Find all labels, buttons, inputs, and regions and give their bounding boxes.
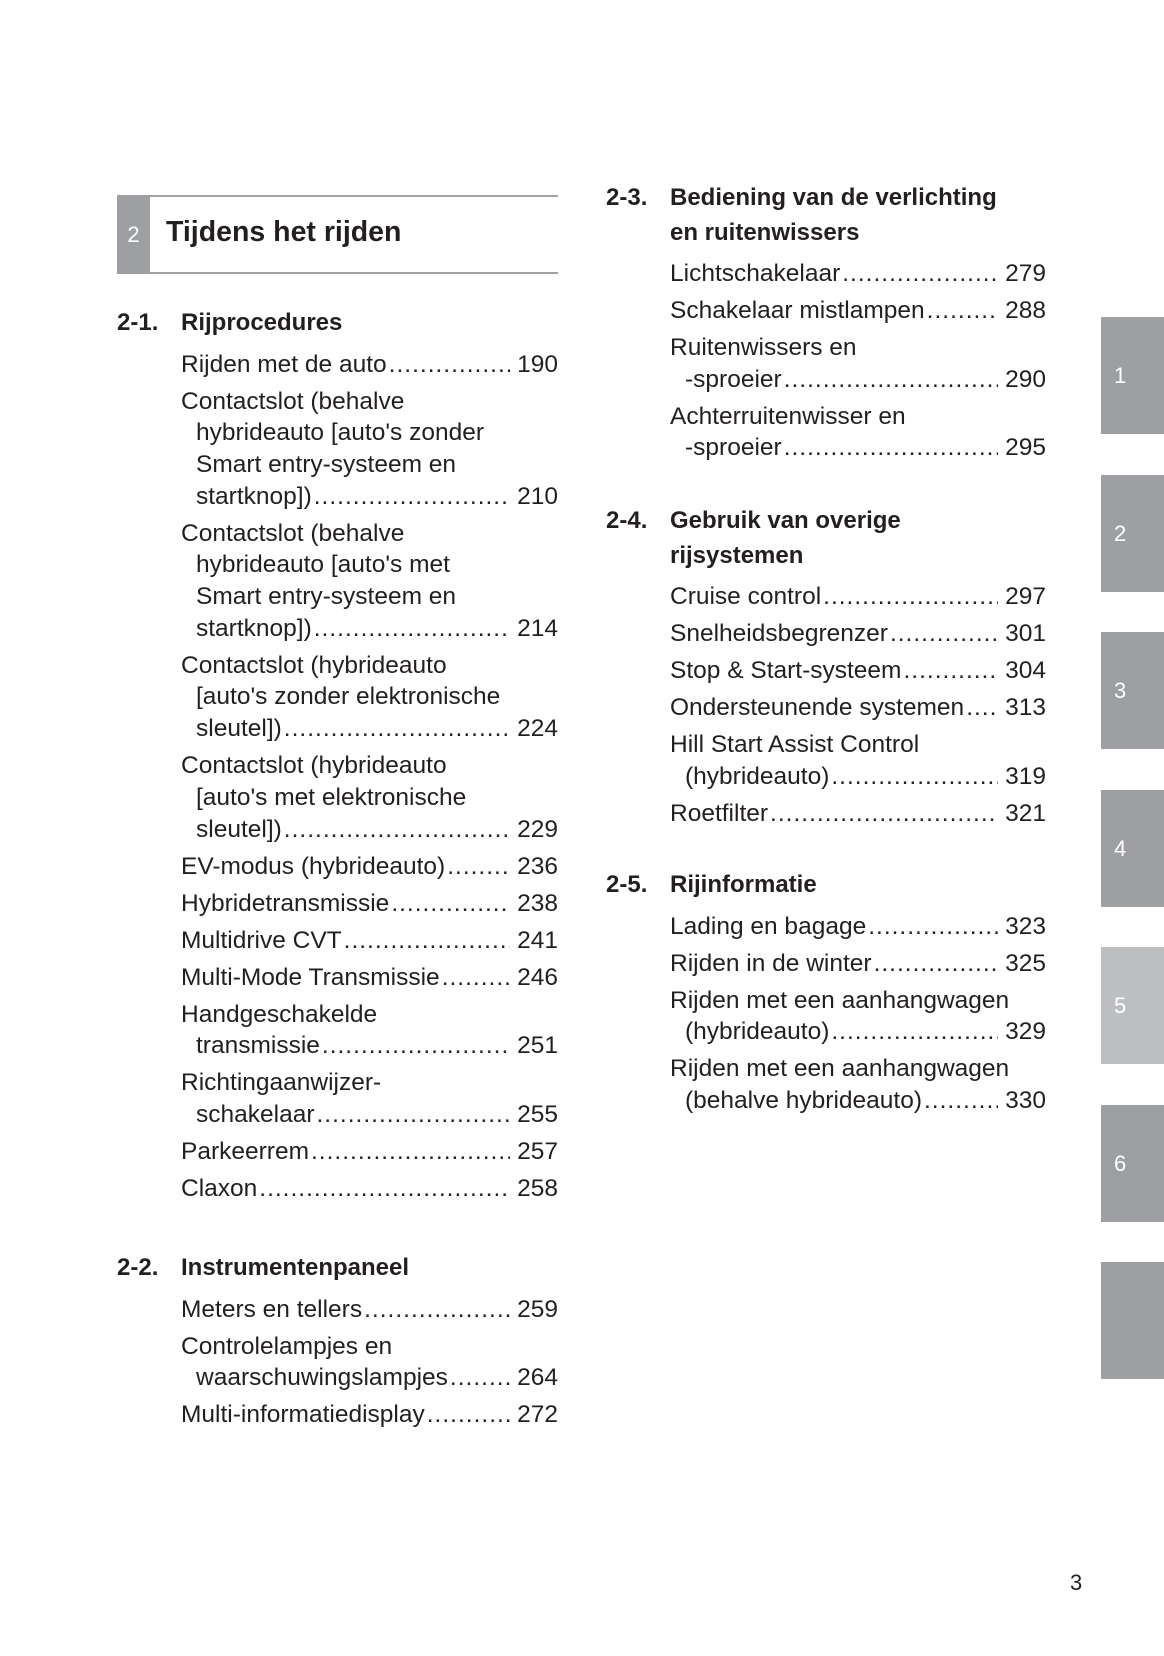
dot-leader [450,1362,510,1394]
page-reference[interactable]: 304 [1005,657,1046,684]
toc-entry-text: Richtingaanwijzer- [181,1069,382,1097]
page-reference[interactable]: 190 [517,350,558,378]
page-reference[interactable]: 241 [517,926,558,954]
dot-leader [784,364,998,396]
page-reference[interactable]: 229 [517,815,558,843]
toc-entry-last-line [670,655,1046,687]
toc-entry-text: Stop & Start-systeem [670,657,902,684]
toc-entry-text: transmissie [196,1032,320,1060]
toc-entry[interactable] [181,1331,558,1394]
toc-entry-last-line [181,925,558,957]
toc-entry-text: Multidrive CVT [181,926,342,954]
chapter-header [117,195,558,274]
toc-entry-text: Lichtschakelaar [670,260,841,287]
toc-entry-text: (hybrideauto) [685,1018,830,1046]
page-reference[interactable]: 255 [517,1100,558,1128]
chapter-number: 2 [117,195,150,274]
toc-entry[interactable] [670,332,1046,395]
toc-entry-text: (behalve hybrideauto) [685,1086,922,1114]
page-reference[interactable]: 297 [1005,583,1046,610]
toc-entry-text: Ruitenwissers en [670,334,857,361]
toc-entry-text: startknop]) [196,482,312,510]
toc-entry-text: Multi-informatiedisplay [181,1401,425,1429]
dot-leader [823,581,998,613]
dot-leader [284,713,510,745]
toc-entry-text: Ondersteunende systemen [670,694,965,721]
toc-entry[interactable] [181,1173,558,1205]
toc-entry-text: [auto's zonder elektronische [196,683,501,711]
dot-leader [966,692,998,724]
toc-entry-text: Contactslot (behalve [181,387,405,415]
toc-entry-last-line [181,349,558,381]
toc-entry[interactable] [670,1053,1046,1116]
section-number: 2-2. [117,1254,159,1281]
section-title-line: rijsystemen [670,541,804,569]
toc-entry-text: EV-modus (hybrideauto) [181,852,446,880]
toc-entry[interactable] [670,911,1046,943]
toc-entry[interactable] [670,258,1046,290]
toc-entry-text: -sproeier [685,365,782,393]
toc-entry-text: (hybrideauto) [685,762,830,790]
page-reference[interactable]: 257 [517,1137,558,1165]
section-title [670,868,817,903]
toc-entry-text: Claxon [181,1174,258,1202]
toc-entry[interactable] [181,888,558,920]
toc-entry-text: Hybridetransmissie [181,889,390,917]
toc-entry-last-line [670,692,1046,724]
toc-entry-text: Rijden met een aanhangwagen [670,986,1010,1014]
toc-entry-text: Smart entry-systeem en [196,450,457,478]
page-reference[interactable]: 279 [1005,260,1046,287]
page-reference[interactable]: 323 [1005,912,1046,940]
chapter-tab-1[interactable]: 1 [1101,317,1164,434]
dot-leader [314,613,510,645]
toc-entry-text: Multi-Mode Transmissie [181,963,440,991]
dot-leader [890,618,998,650]
dot-leader [259,1173,510,1205]
section-title [670,181,997,250]
toc-entry-text: Hill Start Assist Control [670,731,920,758]
toc-entry-last-line [181,888,558,920]
dot-leader [874,948,998,980]
dot-leader [284,814,510,846]
section-title [181,306,342,341]
page-reference[interactable]: 288 [1005,297,1046,324]
toc-entry[interactable] [670,798,1046,830]
toc-entry-last-line [181,1173,558,1205]
toc-entry[interactable] [181,999,558,1062]
section-heading [117,306,558,341]
toc-entry-last-line [181,1099,558,1131]
toc-entry[interactable] [181,851,558,883]
section-number: 2-3. [606,184,648,211]
toc-entry-text: Rijden met een aanhangwagen [670,1055,1010,1083]
page-reference[interactable]: 272 [517,1401,558,1429]
section-entries [606,581,1046,829]
toc-entry-text: Schakelaar mistlampen [670,297,925,324]
toc-section [606,504,1046,829]
toc-entry-last-line [670,1016,1046,1048]
dot-leader [311,1136,510,1168]
toc-entry-last-line [670,618,1046,650]
toc-entry-text: startknop]) [196,614,312,642]
toc-entry-last-line [181,814,558,846]
toc-entry-text: Rijden in de winter [670,949,872,977]
dot-leader [831,1016,998,1048]
toc-entry[interactable] [670,985,1046,1048]
toc-entry-last-line [670,948,1046,980]
toc-entry-last-line [670,432,1046,464]
page-reference[interactable]: 319 [1005,762,1046,790]
toc-entry-text: Parkeerrem [181,1137,309,1165]
toc-entry-text: Contactslot (hybrideauto [181,651,447,679]
toc-entry-last-line [670,798,1046,830]
toc-entry-last-line [670,761,1046,793]
page-reference[interactable]: 246 [517,963,558,991]
toc-entry[interactable] [670,295,1046,327]
section-title-line: Instrumentenpaneel [181,1254,410,1281]
toc-section [606,868,1046,1117]
toc-entry-text: Rijden met de auto [181,350,387,378]
toc-entry-text: hybrideauto [auto's zonder [196,419,484,447]
toc-entry[interactable] [670,401,1046,464]
toc-entry-text: sleutel]) [196,715,282,743]
chapter-tab-2[interactable]: 2 [1101,475,1164,592]
page-reference[interactable]: 321 [1005,799,1046,827]
toc-entry-last-line [181,851,558,883]
toc-entry[interactable] [181,1294,558,1326]
section-number: 2-4. [606,507,648,534]
toc-entry-text: Meters en tellers [181,1295,363,1323]
page-reference[interactable]: 236 [517,852,558,880]
toc-entry-last-line [181,613,558,645]
section-title-line: Rijprocedures [181,309,343,336]
chapter-tab-5[interactable]: 5 [1101,947,1164,1064]
chapter-tab-3[interactable]: 3 [1101,632,1164,749]
dot-leader [927,295,998,327]
dot-leader [784,432,998,464]
toc-entry-last-line [670,1085,1046,1117]
page-reference[interactable]: 258 [517,1174,558,1202]
toc-entry-text: Roetfilter [670,799,769,827]
dot-leader [842,258,998,290]
page-reference[interactable]: 224 [517,715,558,743]
toc-entry-last-line [181,481,558,513]
toc-entry[interactable] [670,948,1046,980]
section-title [670,504,901,573]
toc-entry-text: Achterruitenwisser en [670,402,906,430]
toc-entry-text: -sproeier [685,434,782,462]
section-number: 2-1. [117,309,159,336]
section-title-line: Bediening van de verlichting [670,184,997,211]
dot-leader [391,888,510,920]
section-entries [117,1294,558,1431]
dot-leader [868,911,998,943]
page-reference[interactable]: 210 [517,482,558,510]
dot-leader [903,655,998,687]
toc-entry-text: [auto's met elektronische [196,783,467,811]
toc-entry[interactable] [181,1067,558,1130]
dot-leader [316,1099,510,1131]
toc-entry[interactable] [670,581,1046,613]
page-reference[interactable]: 295 [1005,434,1046,462]
dot-leader [442,962,510,994]
toc-entry-text: waarschuwingslampjes [196,1364,448,1392]
toc-entry[interactable] [181,518,558,645]
page-reference[interactable]: 313 [1005,694,1046,721]
section-title-line: en ruitenwissers [670,218,860,246]
page-reference[interactable]: 251 [517,1032,558,1060]
chapter-tab-4[interactable]: 4 [1101,790,1164,907]
page-reference[interactable]: 290 [1005,365,1046,393]
page-reference[interactable]: 238 [517,889,558,917]
toc-entry[interactable] [181,962,558,994]
page-reference[interactable]: 214 [517,614,558,642]
toc-entry[interactable] [181,1136,558,1168]
dot-leader [314,481,510,513]
toc-entry[interactable] [181,349,558,381]
toc-entry-text: sleutel]) [196,815,282,843]
dot-leader [924,1085,998,1117]
page-reference[interactable]: 264 [517,1364,558,1392]
toc-entry[interactable] [670,729,1046,792]
toc-entry[interactable] [181,386,558,513]
toc-section [117,306,558,1205]
section-title [181,1251,409,1286]
chapter-tab-index[interactable] [1101,1262,1164,1379]
section-title-line: Gebruik van overige [670,507,901,534]
chapter-tab-6[interactable]: 6 [1101,1105,1164,1222]
toc-entry[interactable] [181,1399,558,1431]
toc-entry-text: Cruise control [670,583,822,610]
page-reference[interactable]: 329 [1005,1018,1046,1046]
toc-entry-last-line [670,581,1046,613]
toc-entry-last-line [670,295,1046,327]
toc-entry-text: Contactslot (behalve [181,519,405,547]
dot-leader [344,925,510,957]
section-number: 2-5. [606,871,648,898]
toc-entry-text: Handgeschakelde [181,1000,378,1028]
dot-leader [770,798,998,830]
toc-section [117,1251,558,1431]
toc-entry-text: Contactslot (hybrideauto [181,752,447,780]
toc-entry-last-line [181,962,558,994]
page-reference[interactable]: 325 [1005,949,1046,977]
toc-entry[interactable] [670,618,1046,650]
toc-entry-last-line [670,911,1046,943]
toc-section [606,181,1046,464]
dot-leader [364,1294,510,1326]
section-heading [117,1251,558,1286]
toc-entry-last-line [181,1136,558,1168]
toc-entry-last-line [181,1294,558,1326]
dot-leader [831,761,998,793]
toc-entry[interactable] [181,650,558,745]
toc-entry[interactable] [181,925,558,957]
dot-leader [447,851,510,883]
toc-entry-last-line [670,258,1046,290]
toc-entry[interactable] [181,750,558,845]
toc-entry[interactable] [670,655,1046,687]
toc-entry-text: Snelheidsbegrenzer [670,620,888,647]
toc-entry-last-line [181,1362,558,1394]
dot-leader [322,1030,510,1062]
toc-entry[interactable] [670,692,1046,724]
section-title-line: Rijinformatie [670,871,817,898]
dot-leader [427,1399,510,1431]
toc-entry-text: schakelaar [196,1100,315,1128]
section-heading [606,504,1046,573]
toc-entry-text: Lading en bagage [670,912,867,940]
section-heading [606,868,1046,903]
section-heading [606,181,1046,250]
section-entries [117,349,558,1205]
section-entries [606,258,1046,464]
toc-entry-last-line [670,364,1046,396]
page-reference[interactable]: 301 [1005,620,1046,647]
toc-entry-text: Smart entry-systeem en [196,583,457,611]
page-reference[interactable]: 259 [517,1295,558,1323]
toc-entry-text: hybrideauto [auto's met [196,551,450,579]
page-number: 3 [1070,1570,1083,1595]
section-entries [606,911,1046,1117]
dot-leader [389,349,510,381]
toc-entry-last-line [181,1030,558,1062]
chapter-title: Tijdens het rijden [166,216,402,248]
toc-entry-text: Controlelampjes en [181,1332,393,1360]
page-reference[interactable]: 330 [1005,1086,1046,1114]
toc-entry-last-line [181,713,558,745]
toc-entry-last-line [181,1399,558,1431]
